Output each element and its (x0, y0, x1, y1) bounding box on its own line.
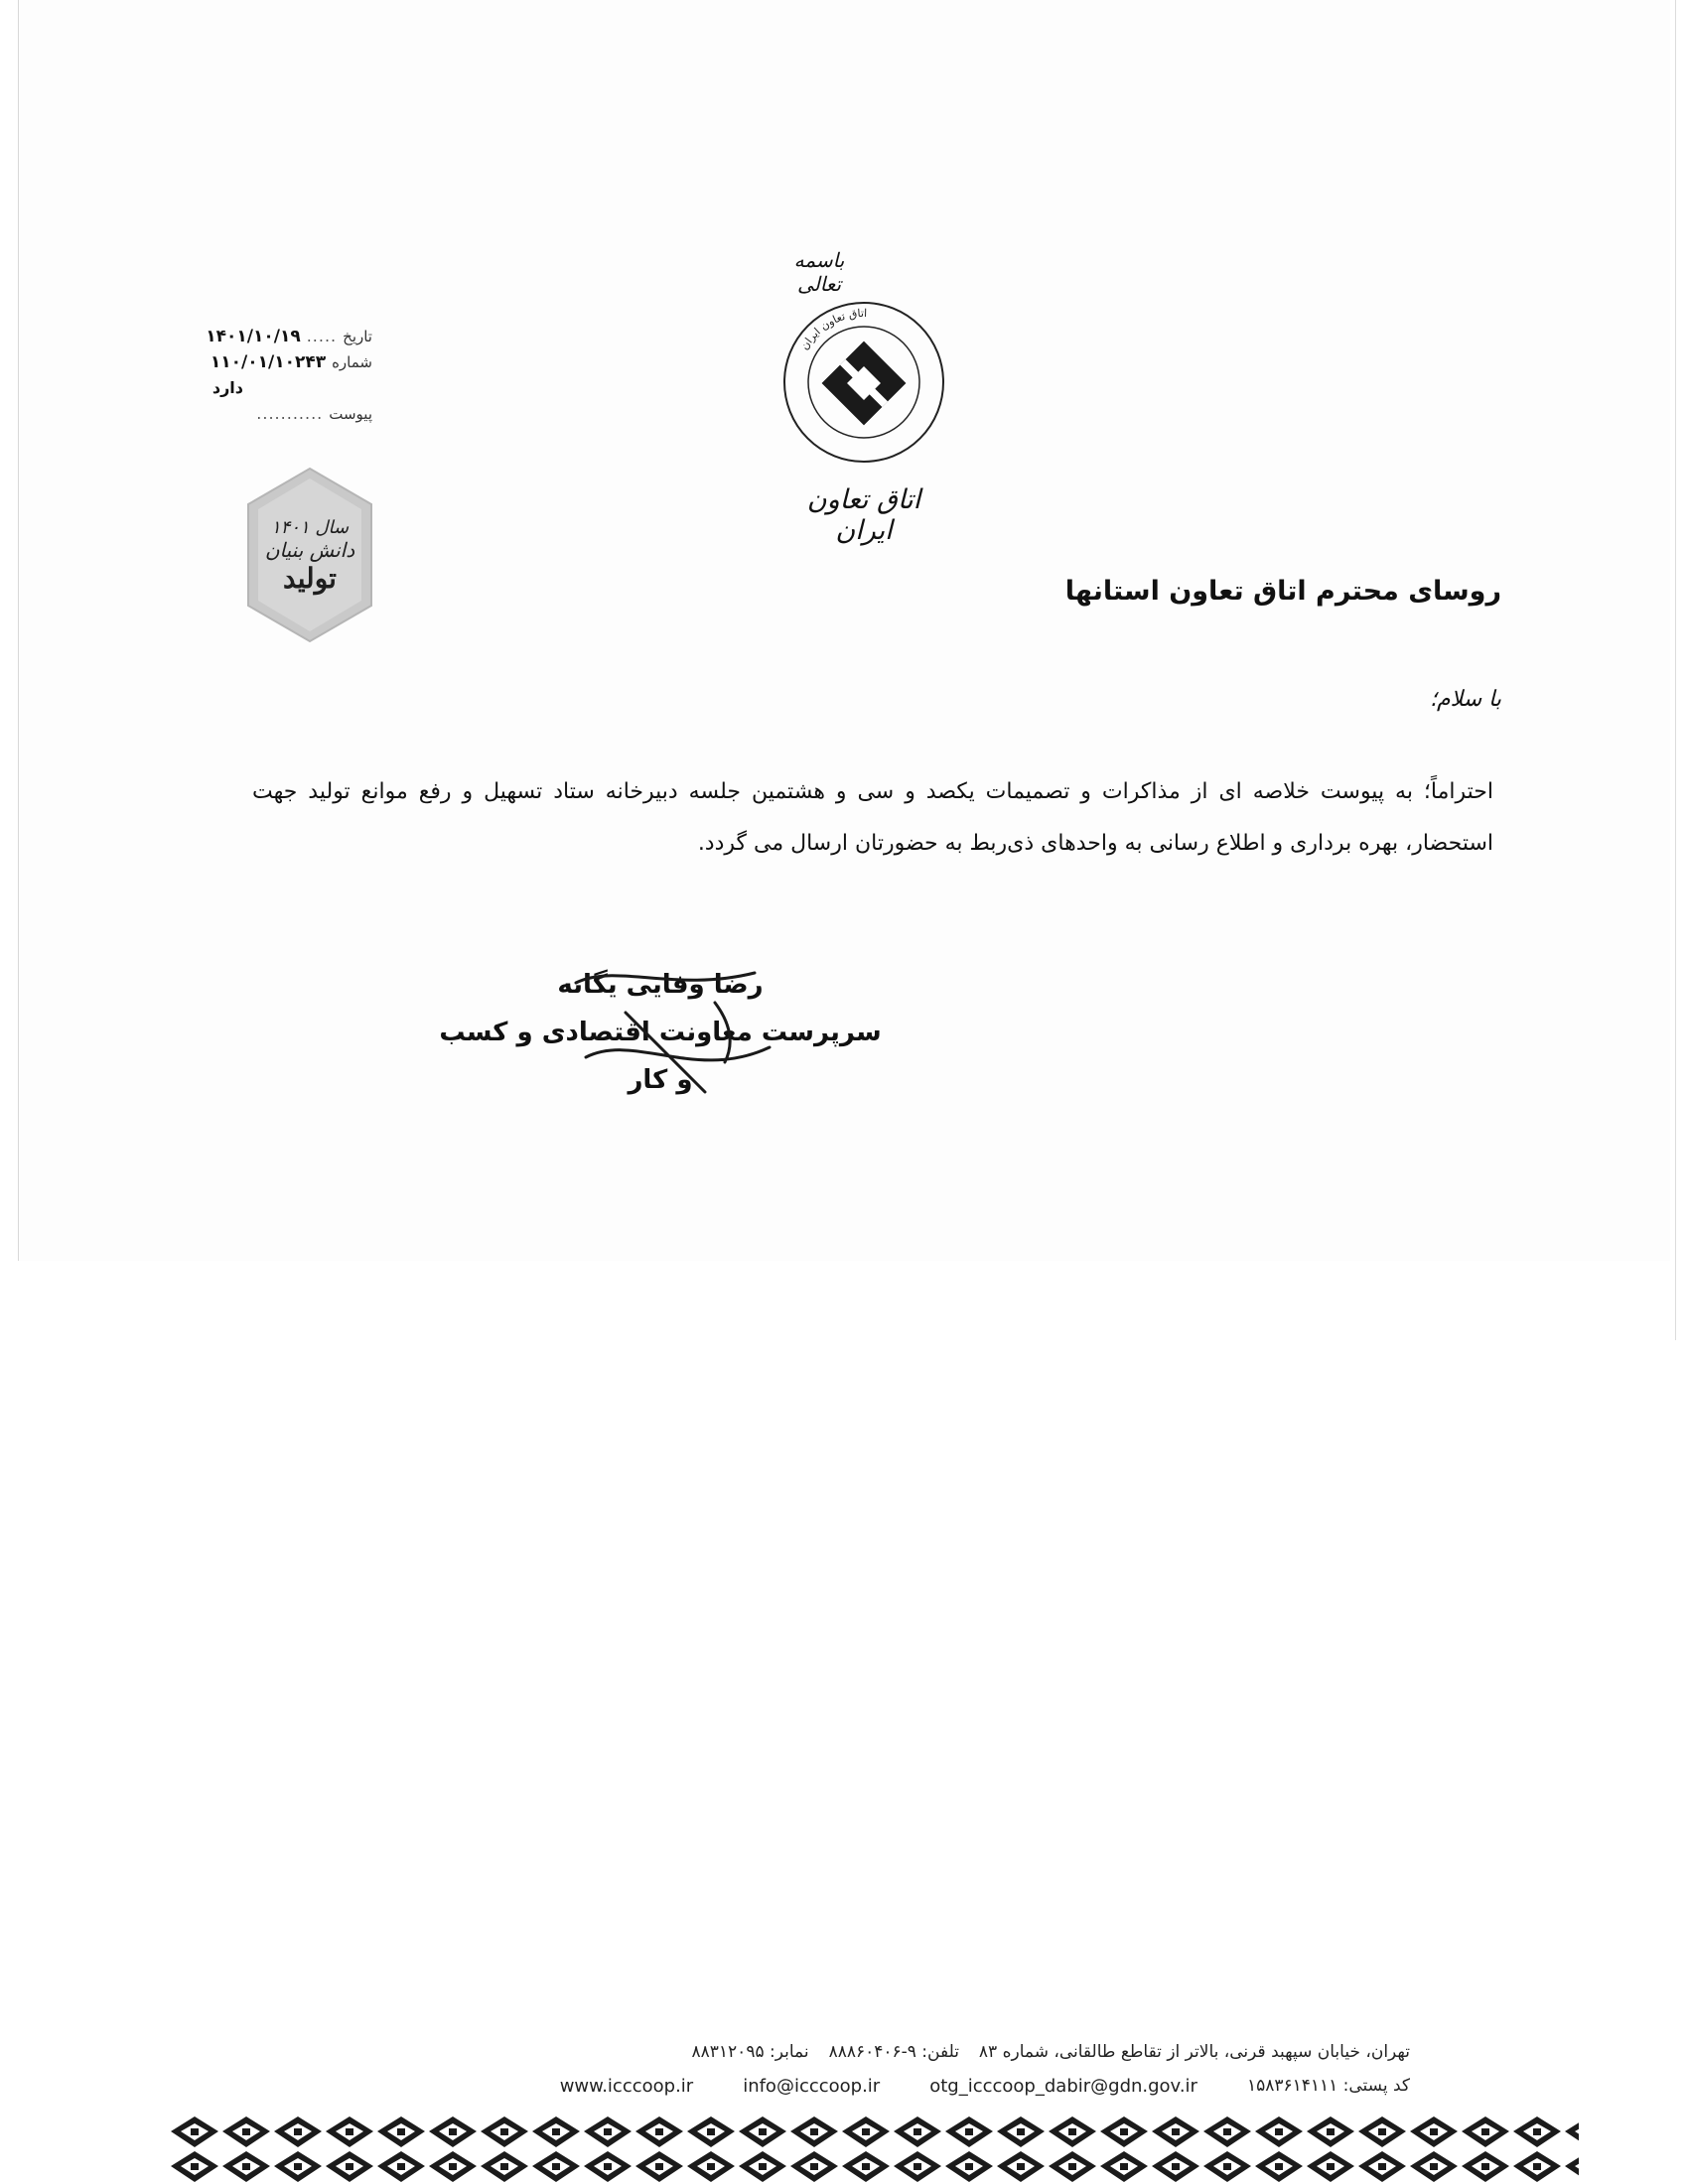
number-label: شماره (332, 353, 372, 371)
footer-online-line (357, 2069, 1410, 2103)
attachment-value: دارد (211, 378, 243, 397)
footer-info-email[interactable]: info@icccoop.ir (743, 2075, 881, 2097)
attachment-dots: ........... (256, 404, 324, 423)
letter-body: احتراماً؛ به پیوست خلاصه ای از مذاکرات و تصمیمات یکصد و سی و هشتمین جلسه دبیرخانه ستاد تسهیل و رفع موانع تولید جهت استحضار، بهره برداری و اطلاع رسانی به واحدهای ذی‌ربط به حضورتان ارسال می گردد. (252, 779, 1493, 856)
logo-caption: اتاق تعاون ایران (806, 484, 921, 546)
footer-address: تهران، خیابان سپهبد قرنی، بالاتر از تقاطع طالقانی، شماره ۸۳ (978, 2042, 1410, 2062)
letter-meta (164, 324, 372, 427)
attachment-label-row (164, 401, 372, 427)
date-value: ۱۴۰۱/۱۰/۱۹ (206, 327, 301, 346)
decorative-pattern-band-icon (169, 2115, 1579, 2184)
cooperative-chamber-logo-icon (779, 298, 948, 467)
footer-postal-code: کد پستی: ۱۵۸۳۶۱۴۱۱۱ (1246, 2076, 1410, 2096)
badge-line-3: تولید (283, 562, 337, 595)
page-left-edge (18, 0, 19, 1261)
signer-title: سرپرست معاونت اقتصادی و کسب و کار (439, 1018, 882, 1095)
badge-line-2: دانش بنیان (264, 538, 355, 562)
footer-fax: نمابر: ۸۸۳۱۲۰۹۵ (691, 2042, 809, 2062)
date-row (164, 324, 372, 349)
date-dots: ..... (306, 327, 338, 345)
year-slogan-badge (246, 467, 373, 643)
attachment-label: پیوست (329, 405, 372, 423)
footer-official-email[interactable]: otg_icccoop_dabir@gdn.gov.ir (929, 2075, 1197, 2097)
logo-ring-text: اتاق تعاون ایران (797, 306, 868, 352)
number-value: ۱۱۰/۰۱/۱۰۲۴۳ (210, 352, 327, 372)
signer-name: رضا وفایی یگانه (557, 970, 764, 1000)
footer-contact-line (357, 2035, 1410, 2069)
date-label: تاریخ (343, 328, 372, 345)
signature-block (427, 961, 894, 1104)
badge-line-1: سال ۱۴۰۱ (270, 517, 350, 538)
footer-phone: تلفن: ۹-۸۸۸۶۰۴۰۶ (828, 2042, 959, 2062)
attachment-row (164, 375, 372, 401)
svg-text:اتاق تعاون ایران (798, 307, 868, 352)
footer-website[interactable]: www.icccoop.ir (559, 2075, 694, 2097)
page-right-edge (1675, 0, 1676, 1340)
badge-text (246, 486, 373, 625)
recipient: روسای محترم اتاق تعاون استانها (1064, 576, 1501, 607)
number-row (164, 349, 372, 375)
letterhead-footer (357, 2035, 1410, 2103)
bismillah: باسمه تعالی (793, 248, 845, 296)
greeting: با سلام؛ (1430, 687, 1501, 712)
